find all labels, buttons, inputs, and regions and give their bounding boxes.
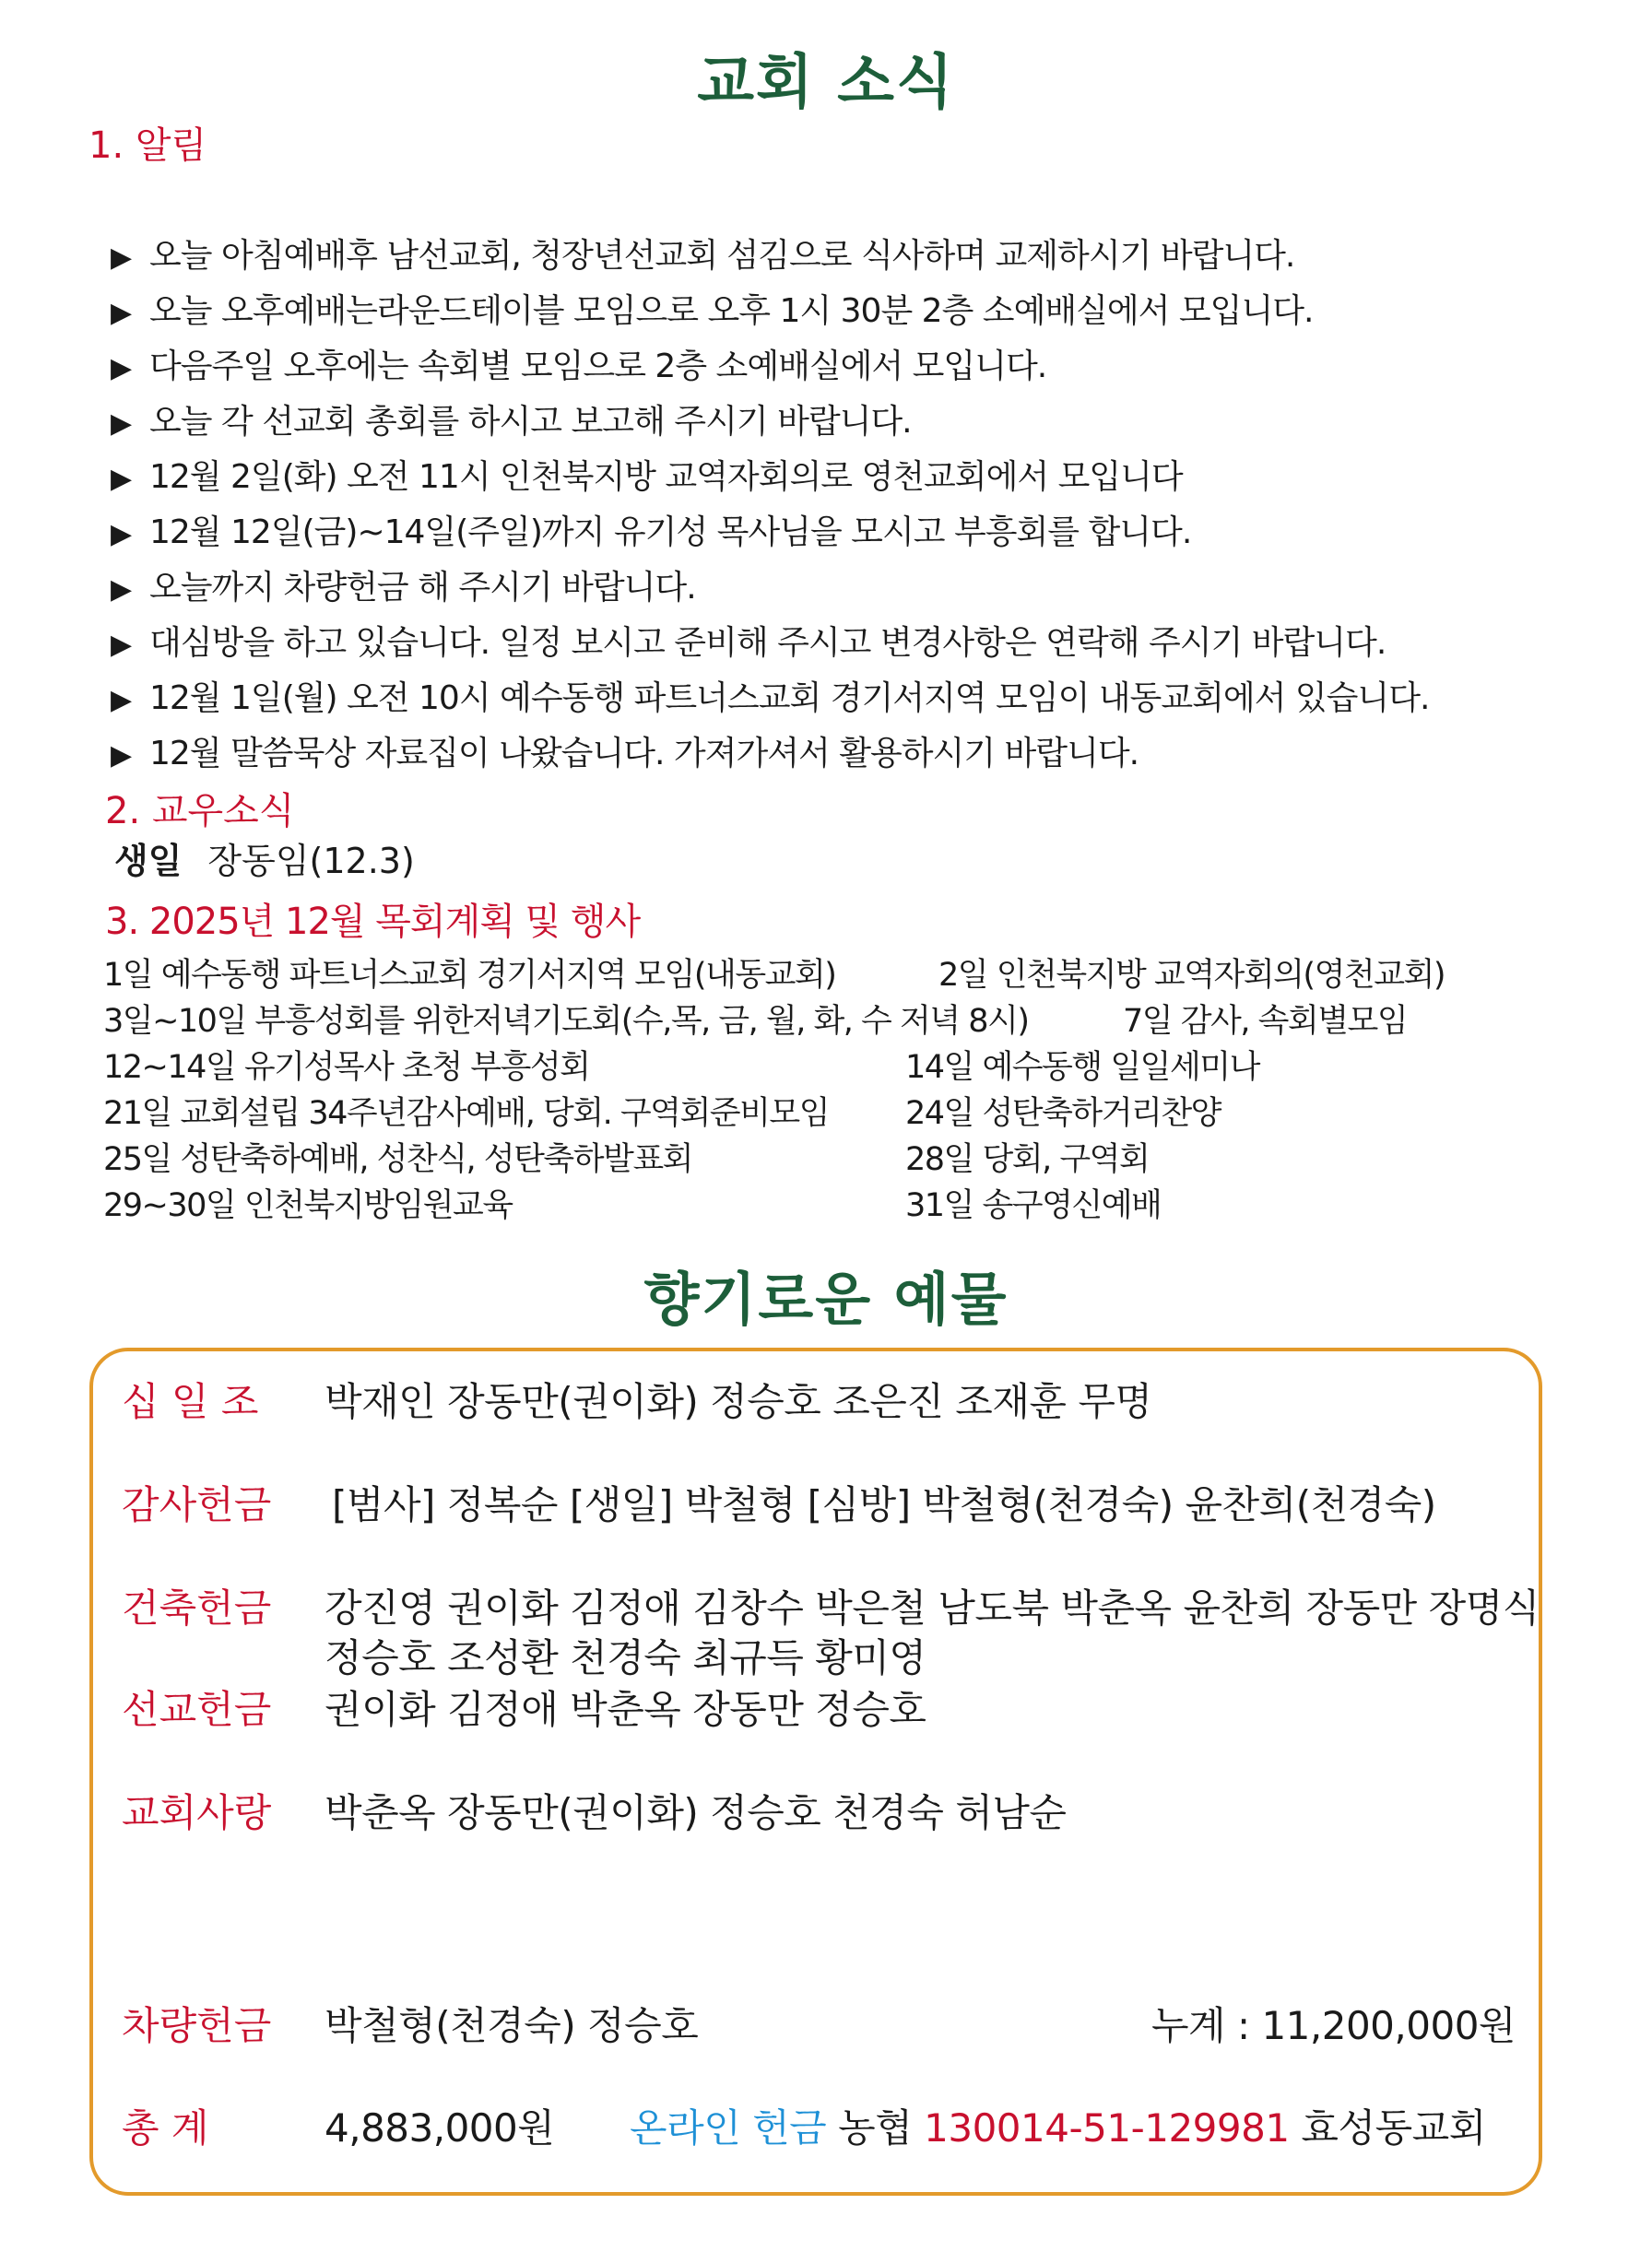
birthday-label: 생일 <box>114 841 183 881</box>
play-icon: ▶ <box>111 629 132 661</box>
announcement-text: 12월 말씀묵상 자료집이 나왔습니다. 가져가셔서 활용하시기 바랍니다. <box>149 735 1139 772</box>
account-holder: 효성동교회 <box>1301 2105 1486 2151</box>
tithe-label: 십 일 조 <box>122 1379 259 1424</box>
schedule-item: 7일 감사, 속회별모임 <box>1123 1003 1408 1040</box>
list-item <box>111 671 1429 726</box>
mission-value: 권이화 김정애 박춘옥 장동만 정승호 <box>324 1687 926 1732</box>
building-value-line2: 정승호 조성환 천경숙 최규득 황미영 <box>324 1635 926 1680</box>
schedule-item: 3일~10일 부흥성회를 위한저녁기도회(수,목, 금, 월, 화, 수 저녁 8시) <box>103 1003 1029 1040</box>
bank-name: 농협 <box>838 2105 913 2151</box>
birthday-line <box>114 832 415 883</box>
announcement-text: 대심방을 하고 있습니다. 일정 보시고 준비해 주시고 변경사항은 연락해 주시기 바랍니다. <box>149 624 1386 662</box>
list-item <box>111 395 1429 450</box>
schedule-item: 28일 당회, 구역회 <box>905 1141 1150 1178</box>
mission-label: 선교헌금 <box>122 1687 272 1732</box>
building-label: 건축헌금 <box>122 1585 272 1631</box>
schedule-item: 14일 예수동행 일일세미나 <box>905 1049 1259 1086</box>
schedule-item: 29~30일 인천북지방임원교육 <box>103 1187 513 1224</box>
announcements-heading: 1. 알림 <box>88 124 207 167</box>
church-love-label: 교회사랑 <box>122 1790 272 1835</box>
online-offering-label: 온라인 헌금 <box>630 2105 827 2151</box>
schedule-item: 2일 인천북지방 교역자회의(영천교회) <box>938 957 1445 994</box>
church-love-value: 박춘옥 장동만(권이화) 정승호 천경숙 허남순 <box>324 1790 1067 1835</box>
schedule-item: 25일 성탄축하예배, 성찬식, 성탄축하발표회 <box>103 1141 692 1178</box>
schedule-item: 24일 성탄축하거리찬양 <box>905 1095 1221 1132</box>
birthday-value: 장동임(12.3) <box>207 841 415 881</box>
total-line <box>324 2098 1486 2153</box>
play-icon: ▶ <box>111 684 132 716</box>
total-label: 총 계 <box>122 2105 209 2151</box>
list-item <box>111 505 1429 560</box>
play-icon: ▶ <box>111 573 132 606</box>
list-item <box>111 450 1429 505</box>
offerings-title: 향기로운 예물 <box>643 1266 1009 1333</box>
schedule-item: 1일 예수동행 파트너스교회 경기서지역 모임(내동교회) <box>103 957 836 994</box>
schedule-heading: 3. 2025년 12월 목회계획 및 행사 <box>105 901 641 943</box>
schedule-item: 21일 교회설립 34주년감사예배, 당회. 구역회준비모임 <box>103 1095 830 1132</box>
announcement-text: 오늘까지 차량헌금 해 주시기 바랍니다. <box>149 569 696 607</box>
list-item <box>111 229 1429 284</box>
building-value-line1: 강진영 권이화 김정애 김창수 박은철 남도북 박춘옥 윤찬희 장동만 장명식 <box>324 1585 1540 1631</box>
play-icon: ▶ <box>111 297 132 329</box>
list-item <box>111 726 1429 782</box>
announcement-text: 12월 12일(금)~14일(주일)까지 유기성 목사님을 모시고 부흥회를 합니다. <box>149 513 1192 551</box>
total-amount: 4,883,000원 <box>324 2105 555 2151</box>
schedule-item: 12~14일 유기성목사 초청 부흥성회 <box>103 1049 590 1086</box>
vehicle-label: 차량헌금 <box>122 2003 272 2048</box>
tithe-value: 박재인 장동만(권이화) 정승호 조은진 조재훈 무명 <box>324 1379 1152 1424</box>
members-news-heading: 2. 교우소식 <box>105 790 295 832</box>
announcement-text: 오늘 아침예배후 남선교회, 청장년선교회 섬김으로 식사하며 교제하시기 바랍니다. <box>149 237 1295 275</box>
thanks-label: 감사헌금 <box>122 1482 272 1527</box>
announcement-text: 다음주일 오후에는 속회별 모임으로 2층 소예배실에서 모입니다. <box>149 348 1047 385</box>
announcement-text: 오늘 오후예배는라운드테이블 모임으로 오후 1시 30분 2층 소예배실에서 모입니다. <box>149 292 1314 330</box>
announcement-text: 12월 1일(월) 오전 10시 예수동행 파트너스교회 경기서지역 모임이 내동교회에서 있습니다. <box>149 679 1430 717</box>
play-icon: ▶ <box>111 407 132 440</box>
vehicle-value: 박철형(천경숙) 정승호 <box>324 2003 699 2048</box>
thanks-value: [범사] 정복순 [생일] 박철형 [심방] 박철형(천경숙) 윤찬희(천경숙) <box>332 1482 1436 1527</box>
list-item <box>111 284 1429 339</box>
page-title: 교회 소식 <box>697 49 955 117</box>
vehicle-cumulative: 누계 : 11,200,000원 <box>1150 2003 1516 2048</box>
account-number: 130014-51-129981 <box>924 2105 1290 2151</box>
announcements-list <box>111 229 1429 782</box>
list-item <box>111 560 1429 616</box>
schedule-item: 31일 송구영신예배 <box>905 1187 1162 1224</box>
list-item <box>111 339 1429 395</box>
play-icon: ▶ <box>111 242 132 274</box>
announcement-text: 12월 2일(화) 오전 11시 인천북지방 교역자회의로 영천교회에서 모입니다 <box>149 458 1183 496</box>
play-icon: ▶ <box>111 352 132 384</box>
list-item <box>111 616 1429 671</box>
play-icon: ▶ <box>111 739 132 772</box>
play-icon: ▶ <box>111 518 132 550</box>
play-icon: ▶ <box>111 463 132 495</box>
announcement-text: 오늘 각 선교회 총회를 하시고 보고해 주시기 바랍니다. <box>149 403 912 441</box>
